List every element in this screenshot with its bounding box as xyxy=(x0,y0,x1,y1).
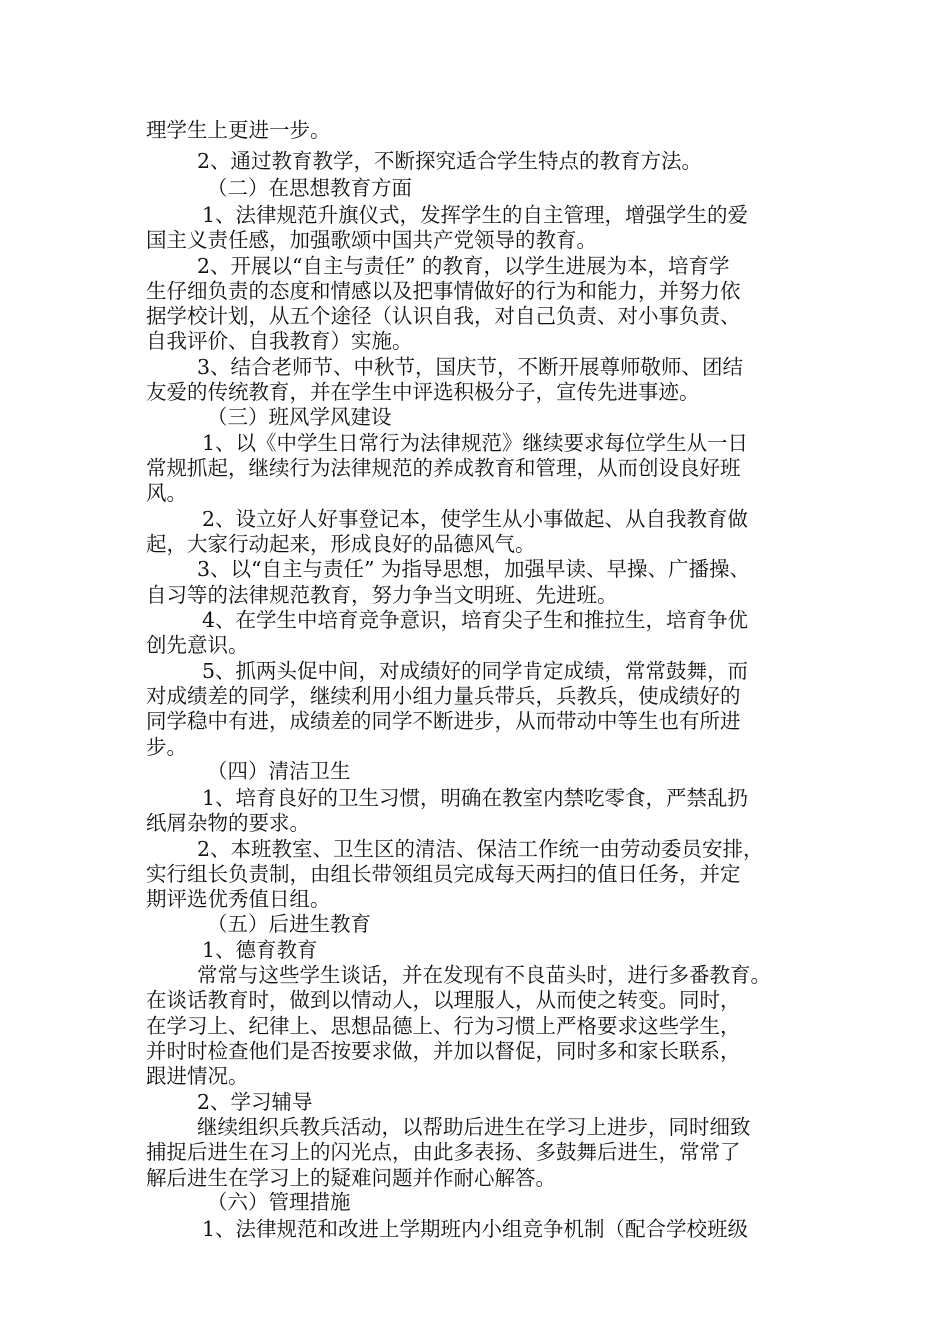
text-line: 2、本班教室、卫生区的清洁、保洁工作统一由劳动委员安排， xyxy=(197,837,764,861)
text-line: 纸屑杂物的要求。 xyxy=(146,811,310,835)
text-line: 捕捉后进生在习上的闪光点，由此多表扬、多鼓舞后进生，常常了 xyxy=(146,1140,741,1164)
text-line: 友爱的传统教育，并在学生中评选积极分子，宣传先进事迹。 xyxy=(146,380,700,404)
text-line: 自我评价、自我教育）实施。 xyxy=(146,329,413,353)
text-line: 生仔细负责的态度和情感以及把事情做好的行为和能力，并努力依 xyxy=(146,279,741,303)
text-line: 常常与这些学生谈话，并在发现有不良苗头时，进行多番教育。 xyxy=(197,963,771,987)
text-line: 在学习上、纪律上、思想品德上、行为习惯上严格要求这些学生， xyxy=(146,1014,741,1038)
text-line: 风。 xyxy=(146,481,187,505)
text-line: 解后进生在学习上的疑难问题并作耐心解答。 xyxy=(146,1166,556,1190)
section-heading: （四）清洁卫生 xyxy=(207,759,351,783)
text-line: 对成绩差的同学，继续利用小组力量兵带兵，兵教兵，使成绩好的 xyxy=(146,684,741,708)
text-line: 在谈话教育时，做到以情动人，以理服人，从而使之转变。同时， xyxy=(146,988,741,1012)
subsection-heading: 1、德育教育 xyxy=(202,938,318,962)
text-line: 常规抓起，继续行为法律规范的养成教育和管理，从而创设良好班 xyxy=(146,456,741,480)
section-heading: （六）管理措施 xyxy=(207,1190,351,1214)
text-line: 理学生上更进一步。 xyxy=(146,118,331,142)
text-line: 1、以《中学生日常行为法律规范》继续要求每位学生从一日 xyxy=(202,431,749,455)
section-heading: （二）在思想教育方面 xyxy=(207,176,412,200)
text-line: 继续组织兵教兵活动，以帮助后进生在学习上进步，同时细致 xyxy=(197,1115,751,1139)
text-line: 同学稳中有进，成绩差的同学不断进步，从而带动中等生也有所进 xyxy=(146,709,741,733)
text-line: 1、法律规范和改进上学期班内小组竞争机制（配合学校班级 xyxy=(202,1217,749,1241)
text-line: 4、在学生中培育竞争意识，培育尖子生和推拉生，培育争优 xyxy=(202,608,749,632)
text-line: 1、法律规范升旗仪式，发挥学生的自主管理，增强学生的爱 xyxy=(202,203,749,227)
text-line: 创先意识。 xyxy=(146,633,249,657)
text-line: 期评选优秀值日组。 xyxy=(146,887,331,911)
text-line: 步。 xyxy=(146,735,187,759)
text-line: 据学校计划，从五个途径（认识自我，对自己负责、对小事负责、 xyxy=(146,304,741,328)
subsection-heading: 2、学习辅导 xyxy=(197,1090,313,1114)
text-line: 2、开展以“自主与责任” 的教育，以学生进展为本，培育学 xyxy=(197,254,730,278)
text-line: 2、设立好人好事登记本，使学生从小事做起、从自我教育做 xyxy=(202,507,749,531)
text-line: 2、通过教育教学，不断探究适合学生特点的教育方法。 xyxy=(197,149,703,173)
text-line: 国主义责任感，加强歌颂中国共产党领导的教育。 xyxy=(146,228,597,252)
text-line: 并时时检查他们是否按要求做，并加以督促，同时多和家长联系， xyxy=(146,1039,741,1063)
text-line: 自习等的法律规范教育，努力争当文明班、先进班。 xyxy=(146,583,618,607)
text-line: 5、抓两头促中间，对成绩好的同学肯定成绩，常常鼓舞，而 xyxy=(202,659,749,683)
text-line: 实行组长负责制，由组长带领组员完成每天两扫的值日任务，并定 xyxy=(146,862,741,886)
text-line: 3、以“自主与责任” 为指导思想，加强早读、早操、广播操、 xyxy=(197,557,751,581)
text-line: 起，大家行动起来，形成良好的品德风气。 xyxy=(146,532,536,556)
text-line: 跟进情况。 xyxy=(146,1064,249,1088)
text-line: 1、培育良好的卫生习惯，明确在教室内禁吃零食，严禁乱扔 xyxy=(202,786,749,810)
section-heading: （五）后进生教育 xyxy=(207,912,371,936)
section-heading: （三）班风学风建设 xyxy=(207,405,392,429)
text-line: 3、结合老师节、中秋节，国庆节，不断开展尊师敬师、团结 xyxy=(197,355,744,379)
